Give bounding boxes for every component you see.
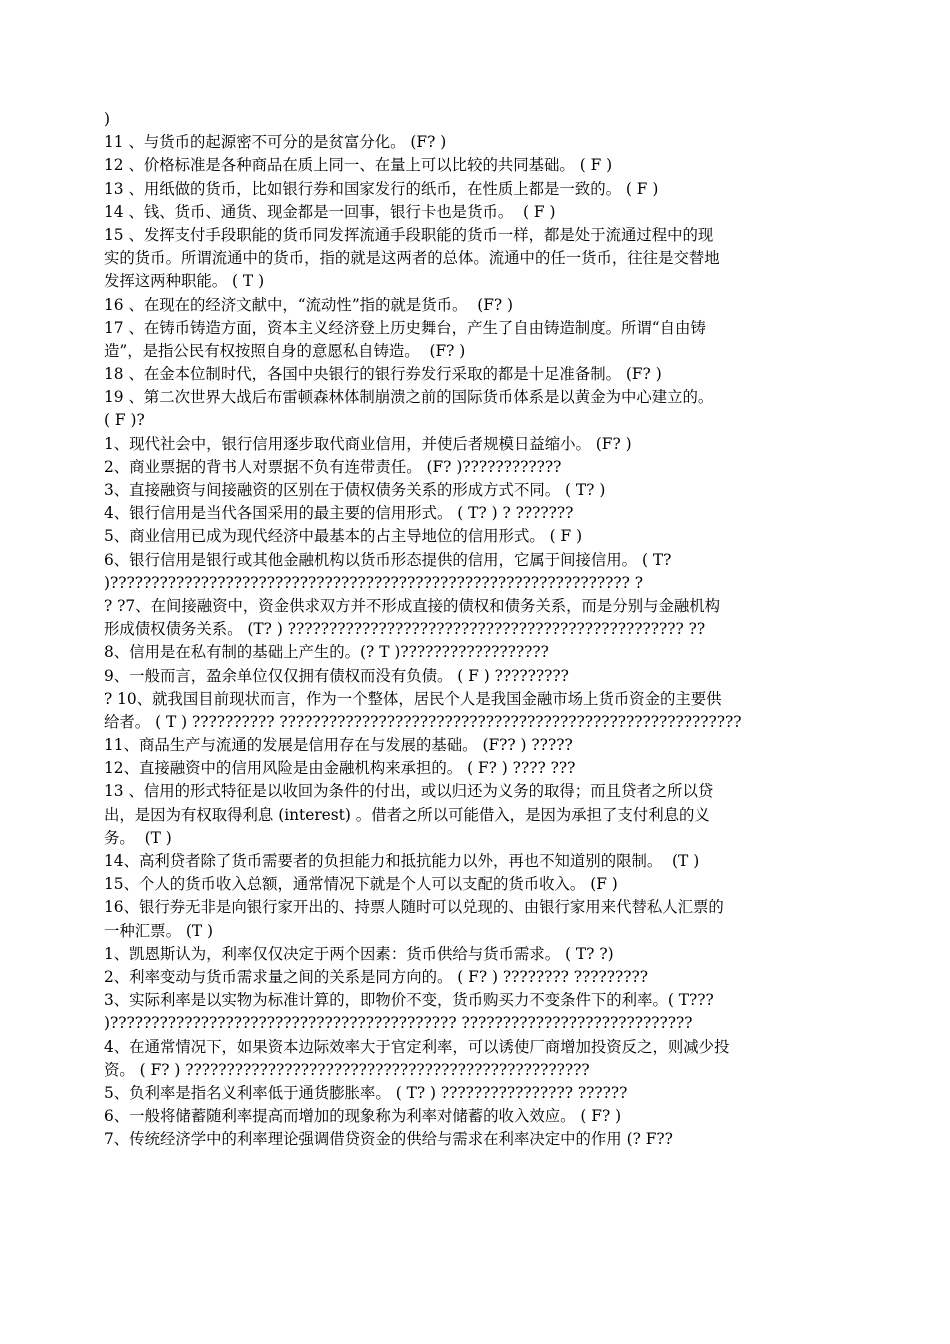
text-line: 19 、第二次世界大战后布雷顿森林体制崩溃之前的国际货币体系是以黄金为中心建立的。 [104, 388, 714, 407]
text-line: 1、现代社会中，银行信用逐步取代商业信用，并使后者规模日益缩小。 (F? ) [104, 434, 632, 453]
text-line: 3、实际利率是以实物为标准计算的，即物价不变，货币购买力不变条件下的利率。( T??? [104, 991, 714, 1010]
text-line: 出，是因为有权取得利息 (interest) 。借者之所以可能借入，是因为承担了支付利息的义 [104, 805, 710, 824]
text-line: 2、商业票据的背书人对票据不负有连带责任。 (F? )???????????? [104, 457, 562, 476]
text-line: )??????????????????????????????????????????????????????????????? ? [104, 573, 643, 592]
text-line: 2、利率变动与货币需求量之间的关系是同方向的。 ( F? ) ???????? ????????? [104, 967, 649, 986]
text-line: )?????????????????????????????????????????? ???????????????????????????? [104, 1014, 693, 1033]
text-line: 7、传统经济学中的利率理论强调借贷资金的供给与需求在利率决定中的作用 (? F?? [104, 1130, 673, 1149]
document-page [104, 108, 850, 1151]
text-line: 实的货币。所谓流通中的货币，指的就是这两者的总体。流通中的任一货币，往往是交替地 [104, 249, 720, 268]
text-line: ( F )? [104, 411, 145, 430]
text-line: 造”，是指公民有权按照自身的意愿私自铸造。 (F? ) [104, 341, 466, 360]
text-line: 12、直接融资中的信用风险是由金融机构来承担的。 ( F? ) ???? ??? [104, 759, 576, 778]
text-line: 14、高利贷者除了货币需要者的负担能力和抵抗能力以外，再也不知道别的限制。 (T ) [104, 852, 700, 870]
text-line: 4、在通常情况下，如果资本边际效率大于官定利率，可以诱使厂商增加投资反之，则减少投 [104, 1037, 730, 1056]
text-line: 9、一般而言，盈余单位仅仅拥有债权而没有负债。 ( F ) ????????? [104, 666, 569, 685]
text-line: ? ?7、在间接融资中，资金供求双方并不形成直接的债权和债务关系，而是分别与金融机构 [104, 596, 721, 615]
text-line: 14 、钱、货币、通货、现金都是一回事，银行卡也是货币。 ( F ) [104, 202, 556, 221]
text-line: 8、信用是在私有制的基础上产生的。(? T )?????????????????? [104, 643, 549, 662]
text-line: 16、银行券无非是向银行家开出的、持票人随时可以兑现的、由银行家用来代替私人汇票的 [104, 898, 724, 917]
text-line: 4、银行信用是当代各国采用的最主要的信用形式。 ( T? ) ? ??????? [104, 504, 574, 523]
text-line: 13 、用纸做的货币，比如银行券和国家发行的纸币，在性质上都是一致的。 ( F ) [104, 179, 659, 198]
text-line: 6、银行信用是银行或其他金融机构以货币形态提供的信用，它属于间接信用。 ( T? [104, 550, 672, 569]
text-line: 给者。 ( T ) ?????????? ???????????????????????????????????????????????????????? [104, 712, 742, 731]
text-line: 3、直接融资与间接融资的区别在于债权债务关系的形成方式不同。 ( T? ) [104, 481, 606, 499]
text-line: 11、商品生产与流通的发展是信用存在与发展的基础。 (F?? ) ????? [104, 736, 573, 755]
text-line: 16 、在现在的经济文献中，“流动性”指的就是货币。 (F? ) [104, 295, 514, 314]
text-line: ? 10、就我国目前现状而言，作为一个整体，居民个人是我国金融市场上货币资金的主要供 [104, 689, 722, 708]
text-line: 11 、与货币的起源密不可分的是贫富分化。 (F? ) [104, 133, 447, 152]
text-line: 5、负利率是指名义利率低于通货膨胀率。 ( T? ) ???????????????? ?????? [104, 1083, 628, 1102]
text-line: 18 、在金本位制时代，各国中央银行的银行券发行采取的都是十足准备制。 (F? ) [104, 365, 662, 384]
text-line: 一种汇票。 (T ) [104, 921, 214, 940]
text-line: 13 、信用的形式特征是以收回为条件的付出，或以归还为义务的取得；而且贷者之所以贷 [104, 782, 714, 801]
text-line: 5、商业信用已成为现代经济中最基本的占主导地位的信用形式。 ( F ) [104, 527, 583, 546]
text-line: 12 、价格标准是各种商品在质上同一、在量上可以比较的共同基础。 ( F ) [104, 156, 613, 175]
text-line: 务。 (T ) [104, 828, 172, 847]
text-line: 15 、发挥支付手段职能的货币同发挥流通手段职能的货币一样，都是处于流通过程中的现 [104, 225, 714, 244]
text-line: 形成债权债务关系。 (T? ) ???????????????????????????????????????????????? ?? [104, 620, 706, 639]
text-line: 6、一般将储蓄随利率提高而增加的现象称为利率对储蓄的收入效应。 ( F? ) [104, 1107, 622, 1126]
text-line: 资。 ( F? ) ????????????????????????????????????????????????? [104, 1060, 590, 1079]
text-line: 1、凯恩斯认为，利率仅仅决定于两个因素：货币供给与货币需求。 ( T? ?) [104, 944, 614, 963]
text-line: 17 、在铸币铸造方面，资本主义经济登上历史舞台，产生了自由铸造制度。所谓“自由铸 [104, 318, 706, 337]
text-line: ) [104, 110, 111, 128]
text-line: 发挥这两种职能。 ( T ) [104, 272, 265, 291]
text-line: 15、个人的货币收入总额，通常情况下就是个人可以支配的货币收入。 (F ) [104, 875, 618, 894]
